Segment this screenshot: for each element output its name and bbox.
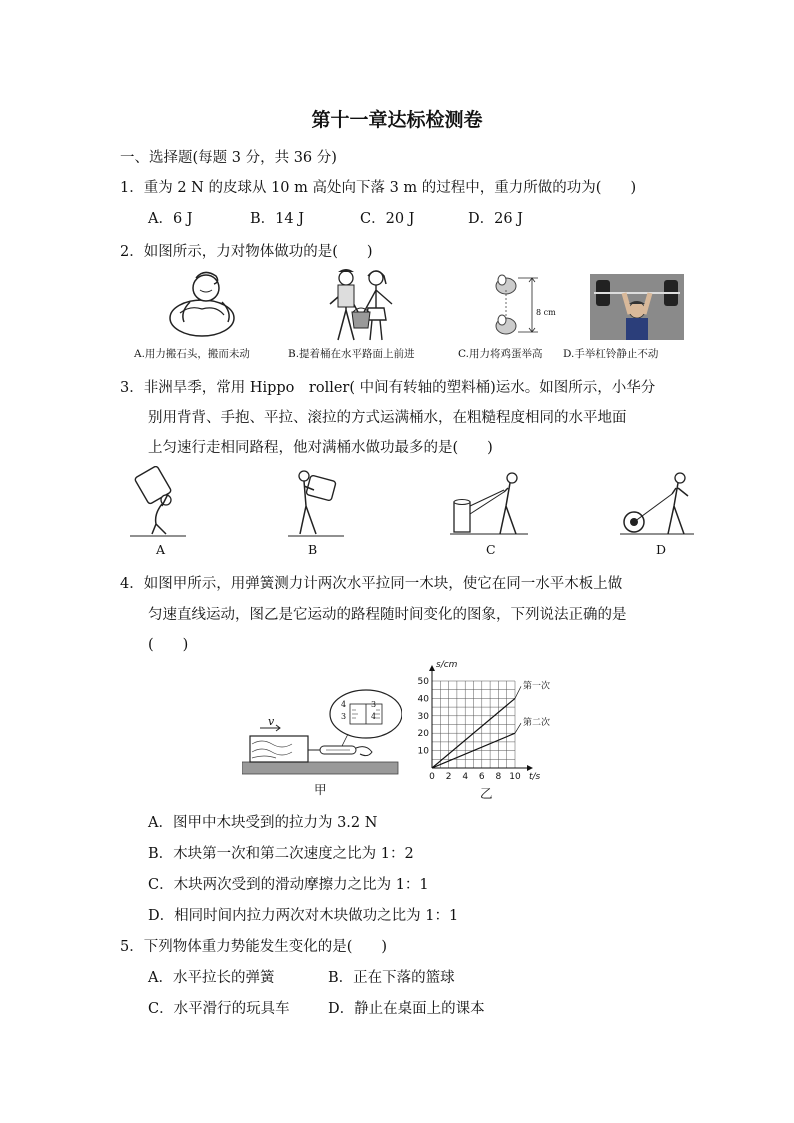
q3-image-d[interactable] [620,466,696,538]
q1-option-a[interactable]: A．6 J [148,211,193,227]
q2-image-c[interactable] [488,270,558,342]
series-label: 第二次 [523,718,551,729]
y-tick-label: 20 [417,729,429,740]
q4-stem-line2: 匀速直线运动，图乙是它运动的路程随时间变化的图象，下列说法正确的是 [148,607,627,623]
q3-stem-line3: 上匀速行走相同路程，他对满桶水做功最多的是( ) [148,440,493,456]
q3-image-c[interactable] [450,466,530,538]
velocity-label: v [268,715,275,728]
y-tick-label: 30 [417,711,429,722]
gauge-digit-4: 4 [371,712,377,721]
x-tick-label: 2 [445,772,452,782]
q3-label-b: B [308,542,318,557]
q3-stem-line1: 3．非洲旱季，常用 Hippo roller( 中间有转轴的塑料桶)运水。如图所示，小华分 [120,380,656,396]
page-title: 第十一章达标检测卷 [311,109,483,131]
y-axis-label: s/cm [436,660,458,670]
figure-jia-label: 甲 [314,782,327,797]
q5-option-a[interactable]: A．水平拉长的弹簧 [148,970,275,986]
figure-yi-chart [412,660,562,790]
q5-option-d[interactable]: D．静止在桌面上的课本 [328,1001,485,1017]
q4-option-a[interactable]: A．图甲中木块受到的拉力为 3.2 N [148,815,378,831]
q3-image-a[interactable] [128,466,188,538]
q5-option-b[interactable]: B．正在下落的篮球 [328,970,455,986]
y-axis-arrow [429,665,435,671]
figure-yi-label: 乙 [480,786,493,801]
gauge-digit-2: 3 [341,712,347,721]
q2-caption-c: C.用力将鸡蛋举高 [458,348,543,360]
figure-jia [242,688,402,780]
q2-image-a[interactable] [160,268,245,343]
q2-stem: 2．如图所示，力对物体做功的是( ) [120,244,373,260]
q2-caption-a: A.用力搬石头，搬而未动 [134,348,250,360]
q3-label-a: A [156,542,166,557]
q3-label-d: D [656,542,667,557]
egg-height-label: 8 cm [536,308,556,317]
x-tick-label: 10 [509,772,521,782]
q2-image-d[interactable] [590,274,684,340]
q2-caption-b: B.提着桶在水平路面上前进 [288,348,415,360]
x-tick-label: 6 [478,772,485,782]
x-tick-label: 0 [429,772,435,782]
section-heading: 一、选择题(每题 3 分，共 36 分) [120,150,337,166]
q4-option-b[interactable]: B．木块第一次和第二次速度之比为 1：2 [148,846,414,862]
x-tick-label: 8 [495,772,502,782]
q1-option-c[interactable]: C．20 J [360,211,415,227]
q2-caption-d: D.手举杠铃静止不动 [563,348,659,360]
q5-option-c[interactable]: C．水平滑行的玩具车 [148,1001,290,1017]
series-leader [515,686,521,698]
q5-stem: 5．下列物体重力势能发生变化的是( ) [120,939,388,955]
x-axis-label: t/s [529,772,541,782]
q1-option-d[interactable]: D．26 J [468,211,523,227]
q3-image-b[interactable] [286,466,346,538]
y-tick-label: 50 [417,677,429,687]
gauge-digit-1: 4 [341,700,347,709]
q1-option-b[interactable]: B．14 J [250,211,305,227]
q3-stem-line2: 别用背背、手抱、平拉、滚拉的方式运满桶水，在粗糙程度相同的水平地面 [148,410,627,426]
y-tick-label: 10 [417,746,429,757]
q1-stem: 1．重为 2 N 的皮球从 10 m 高处向下落 3 m 的过程中，重力所做的功为( ) [120,180,637,196]
q4-option-c[interactable]: C．木块两次受到的滑动摩擦力之比为 1：1 [148,877,429,893]
gauge-digit-3: 3 [371,700,377,709]
q4-option-d[interactable]: D．相同时间内拉力两次对木块做功之比为 1：1 [148,908,459,924]
series-leader [515,723,521,733]
y-tick-label: 40 [417,694,429,705]
q2-image-b[interactable] [318,268,406,343]
x-axis-arrow [527,765,533,771]
series-label: 第一次 [523,681,551,692]
q4-stem-line3: ( ) [148,637,189,653]
q4-stem-line1: 4．如图甲所示，用弹簧测力计两次水平拉同一木块，使它在同一水平木板上做 [120,576,623,592]
q3-label-c: C [486,542,496,557]
x-tick-label: 4 [462,772,469,782]
